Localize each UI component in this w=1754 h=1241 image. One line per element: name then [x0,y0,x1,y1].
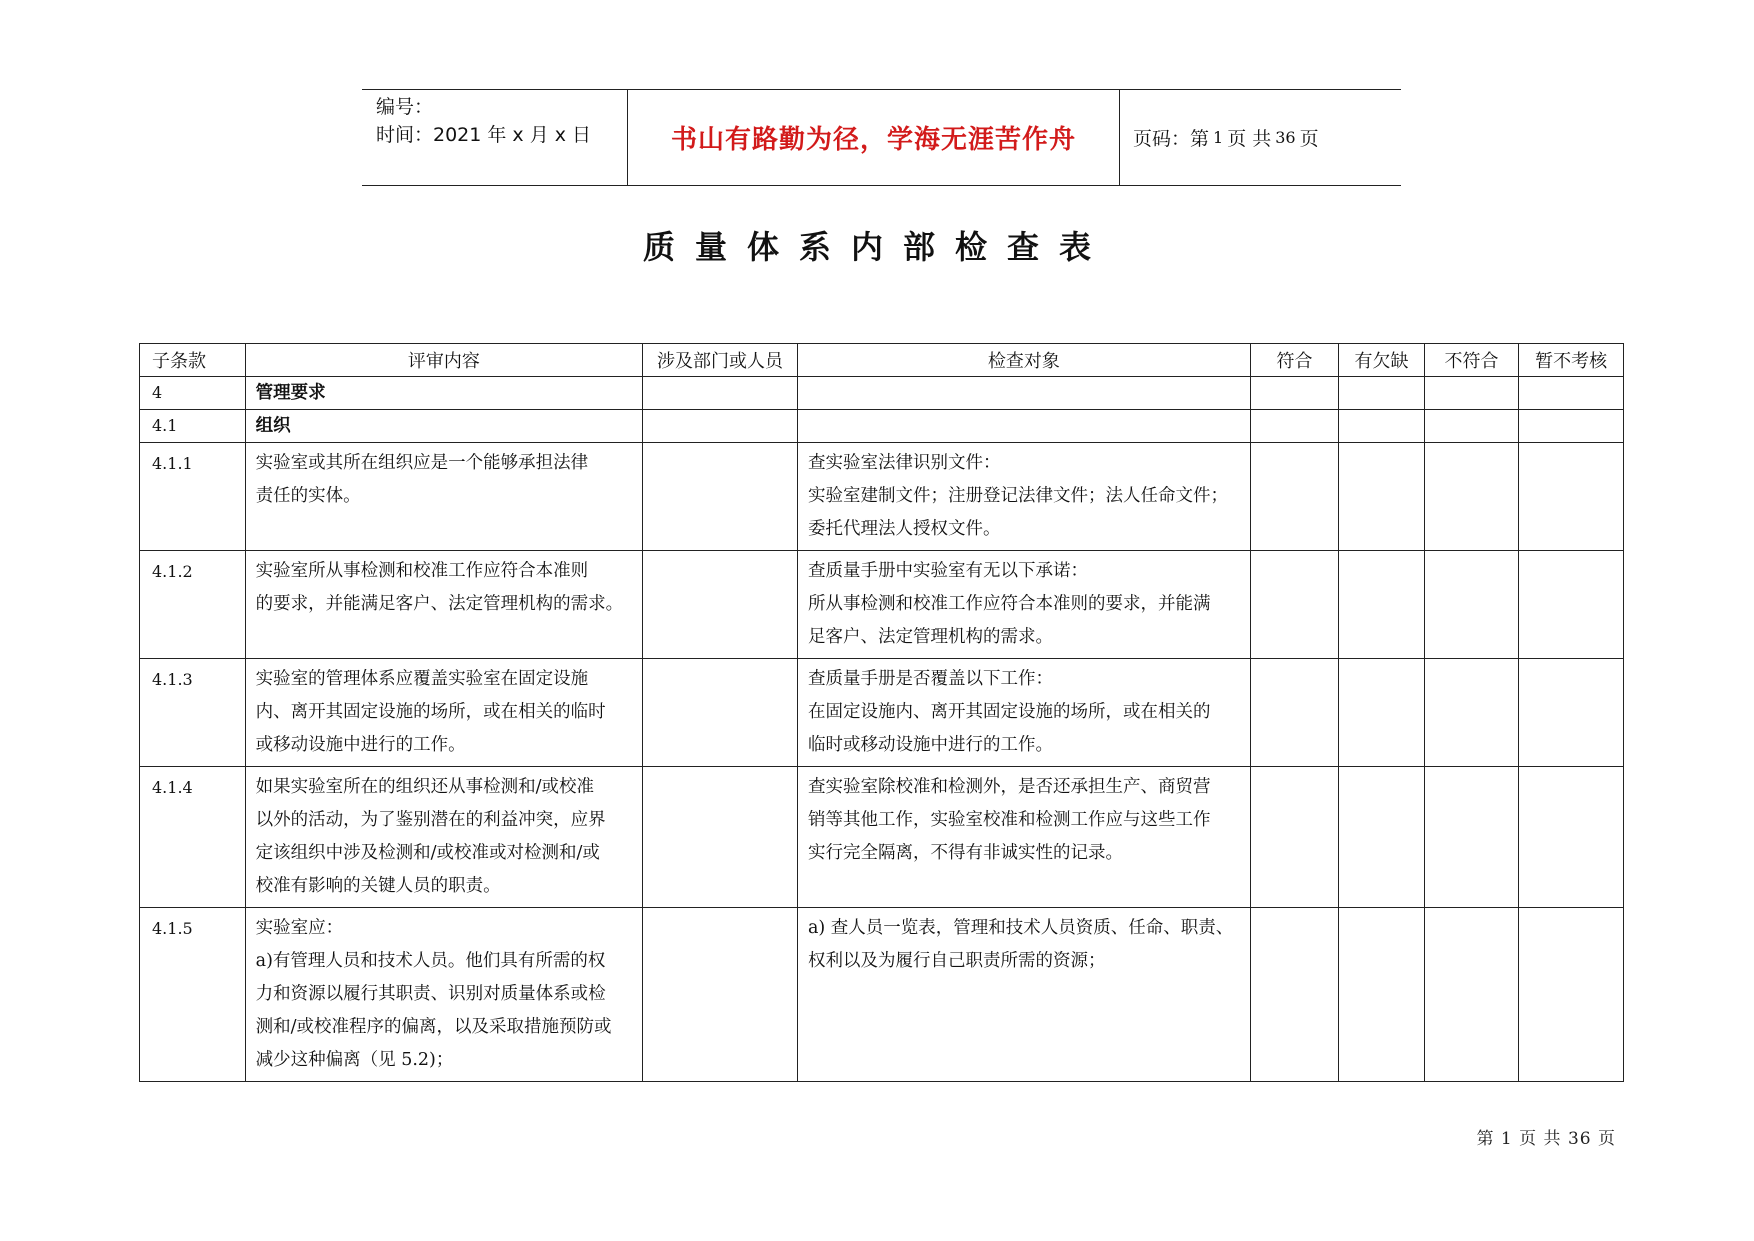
content-line: 实验室或其所在组织应是一个能够承担法律 [255,453,589,473]
object-line: 查质量手册中实验室有无以下承诺： [807,561,1088,581]
column-header: 检查对象 [797,344,1250,377]
content-line: 实验室的管理体系应覆盖实验室在固定设施 [255,669,589,689]
deficient-cell [1339,659,1425,767]
pending-cell [1519,551,1624,659]
column-header: 有欠缺 [1339,344,1425,377]
footer-prefix: 第 [1476,1129,1495,1149]
page-middle: 页 共 [1227,128,1272,150]
inspection-object [797,443,1250,551]
inspection-object [797,659,1250,767]
table-body [140,377,1624,1082]
object-line: 临时或移动设施中进行的工作。 [807,735,1053,755]
clause-code: 4.1.4 [140,767,246,908]
department-cell [643,551,798,659]
column-header: 子条款 [140,344,246,377]
object-line: 所从事检测和校准工作应符合本准则的要求，并能满 [807,594,1211,614]
column-header: 评审内容 [245,344,642,377]
motto-text: 书山有路勤为径，学海无涯苦作舟 [628,90,1120,185]
nonconform-cell [1424,443,1519,551]
inspection-object [797,908,1250,1082]
inspection-object [797,551,1250,659]
clause-code: 4.1 [140,410,246,443]
pending-cell [1519,659,1624,767]
conform-cell [1250,908,1339,1082]
column-header: 不符合 [1424,344,1519,377]
object-line: 实验室建制文件；注册登记法律文件；法人任命文件； [807,486,1228,506]
nonconform-cell [1424,659,1519,767]
review-content [245,767,642,908]
content-line: 测和/或校准程序的偏离，以及采取措施预防或 [255,1017,612,1037]
time-label: 时间：2021 年 x 月 x 日 [376,124,592,146]
review-content [245,551,642,659]
clause-code: 4.1.5 [140,908,246,1082]
department-cell [643,908,798,1082]
nonconform-cell [1424,551,1519,659]
object-line: 委托代理法人授权文件。 [807,519,1001,539]
content-line: 力和资源以履行其职责、识别对质量体系或检 [255,984,606,1004]
inspection-object [797,377,1250,410]
column-header: 符合 [1250,344,1339,377]
pending-cell [1519,410,1624,443]
content-line: 校准有影响的关键人员的职责。 [255,876,501,896]
page-title: 质量体系内部检查表 [642,228,1111,266]
department-cell [643,443,798,551]
review-content [245,377,642,410]
column-header: 涉及部门或人员 [643,344,798,377]
document-header [362,89,1401,186]
content-line: 内、离开其固定设施的场所，或在相关的临时 [255,702,606,722]
nonconform-cell [1424,908,1519,1082]
deficient-cell [1339,443,1425,551]
pending-cell [1519,443,1624,551]
department-cell [643,410,798,443]
table-row [140,659,1624,767]
footer-middle: 页 共 [1519,1129,1562,1149]
object-line: 查实验室除校准和检测外，是否还承担生产、商贸营 [807,777,1211,797]
header-info-cell [362,90,628,185]
conform-cell [1250,410,1339,443]
deficient-cell [1339,551,1425,659]
footer-suffix: 页 [1598,1129,1616,1149]
content-line: 实验室应： [255,918,344,938]
clause-code: 4.1.1 [140,443,246,551]
page-total: 36 [1275,128,1296,147]
page-footer [1477,1124,1617,1149]
footer-total: 36 [1567,1129,1592,1149]
review-content [245,908,642,1082]
conform-cell [1250,443,1339,551]
content-line: 的要求，并能满足客户、法定管理机构的需求。 [255,594,624,614]
object-line: 足客户、法定管理机构的需求。 [807,627,1053,647]
page-current: 1 [1213,128,1224,147]
content-line: 实验室所从事检测和校准工作应符合本准则 [255,561,589,581]
review-content [245,443,642,551]
table-row [140,767,1624,908]
department-cell [643,767,798,908]
conform-cell [1250,659,1339,767]
table-row [140,410,1624,443]
table-header-row [140,344,1624,377]
object-line: 查质量手册是否覆盖以下工作： [807,669,1053,689]
content-line: 减少这种偏离（见 5.2)； [255,1050,454,1070]
department-cell [643,659,798,767]
deficient-cell [1339,410,1425,443]
table-row [140,551,1624,659]
pending-cell [1519,377,1624,410]
pending-cell [1519,767,1624,908]
nonconform-cell [1424,767,1519,908]
nonconform-cell [1424,410,1519,443]
object-line: 实行完全隔离，不得有非诚实性的记录。 [807,843,1123,863]
content-line: 管理要求 [255,383,326,403]
pending-cell [1519,908,1624,1082]
object-line: 查实验室法律识别文件： [807,453,1001,473]
deficient-cell [1339,767,1425,908]
content-line: 或移动设施中进行的工作。 [255,735,466,755]
content-line: 如果实验室所在的组织还从事检测和/或校准 [255,777,595,797]
table-row [140,443,1624,551]
department-cell [643,377,798,410]
clause-code: 4 [140,377,246,410]
review-content [245,659,642,767]
header-page-cell [1120,90,1401,185]
footer-current: 1 [1500,1129,1513,1149]
object-line: 在固定设施内、离开其固定设施的场所，或在相关的 [807,702,1211,722]
deficient-cell [1339,908,1425,1082]
page-suffix: 页 [1299,128,1319,150]
conform-cell [1250,767,1339,908]
conform-cell [1250,377,1339,410]
column-header: 暂不考核 [1519,344,1624,377]
content-line: a)有管理人员和技术人员。他们具有所需的权 [255,951,606,971]
content-line: 以外的活动，为了鉴别潜在的利益冲突，应界 [255,810,606,830]
object-line: 销等其他工作，实验室校准和检测工作应与这些工作 [807,810,1211,830]
clause-code: 4.1.3 [140,659,246,767]
deficient-cell [1339,377,1425,410]
object-line: a) 查人员一览表，管理和技术人员资质、任命、职责、 [807,918,1234,938]
page-prefix: 页码：第 [1133,128,1210,150]
review-content [245,410,642,443]
checklist-table [139,343,1624,1082]
inspection-object [797,410,1250,443]
content-line: 定该组织中涉及检测和/或校准或对检测和/或 [255,843,600,863]
content-line: 组织 [255,416,291,436]
table-row [140,377,1624,410]
number-label: 编号： [376,96,434,118]
conform-cell [1250,551,1339,659]
content-line: 责任的实体。 [255,486,361,506]
table-row [140,908,1624,1082]
nonconform-cell [1424,377,1519,410]
inspection-object [797,767,1250,908]
clause-code: 4.1.2 [140,551,246,659]
object-line: 权利以及为履行自己职责所需的资源； [807,951,1106,971]
